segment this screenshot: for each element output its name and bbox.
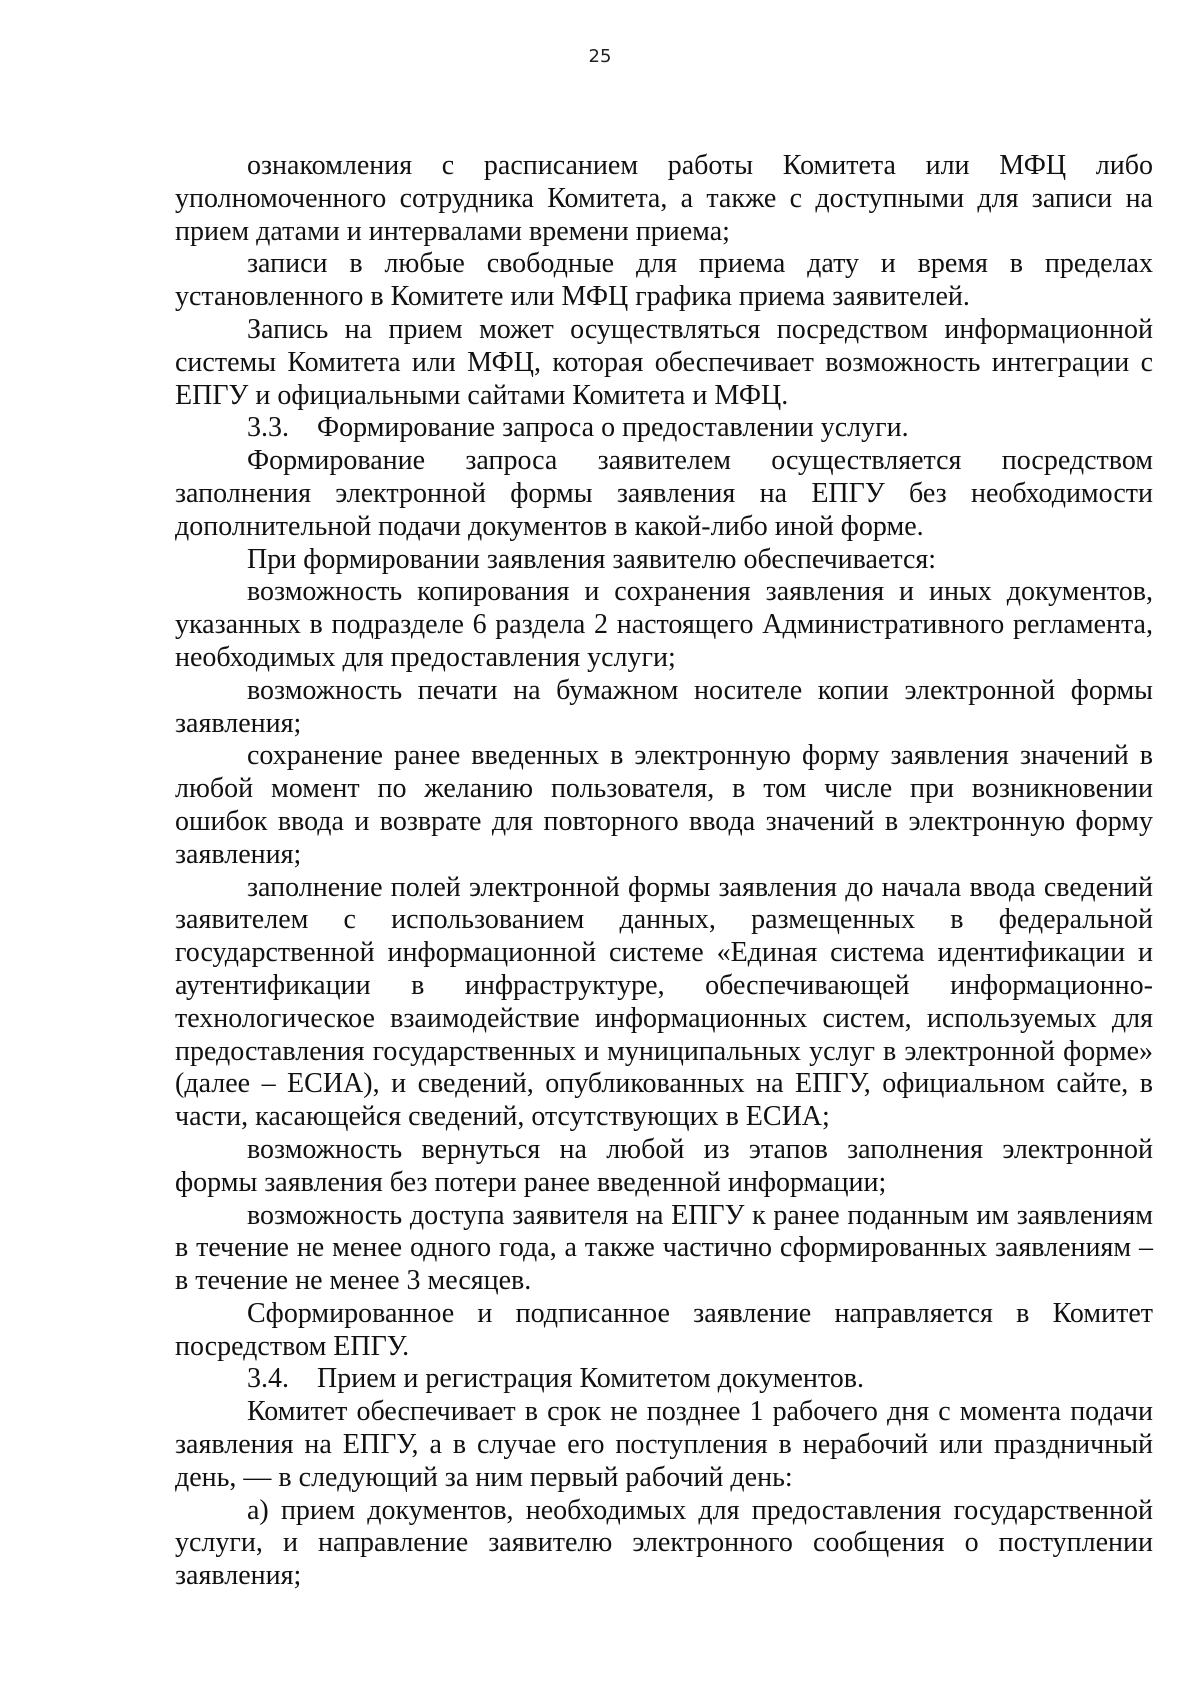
paragraph: При формировании заявления заявителю обеспечивается: (247, 543, 937, 575)
paragraph: возможность печати на бумажном носителе копии электронной формы заявления; (175, 674, 1153, 739)
paragraph: Комитет обеспечивает в срок не позднее 1 рабочего дня с момента подачи заявления на ЕПГУ, а в случае его поступления в нерабочий или праздничный день, — в следующий за ним первый рабочий день: (175, 1396, 1153, 1493)
section-number: 3.4. (247, 1363, 289, 1395)
document-body (175, 150, 1153, 1593)
paragraph: Запись на прием может осуществляться посредством информационной системы Комитета или МФЦ, которая обеспечивает возможность интеграции с ЕПГУ и официальными сайтами Комитета и МФЦ. (175, 313, 1153, 411)
section-title: Прием и регистрация Комитетом документов. (317, 1363, 864, 1395)
section-number: 3.3. (247, 412, 289, 444)
paragraph: записи в любые свободные для приема дату и время в пределах установленного в Комитете или МФЦ графика приема заявителей. (175, 248, 1153, 313)
section-heading-3-4 (175, 1363, 1153, 1396)
paragraph: заполнение полей электронной формы заявления до начала ввода сведений заявителем с использованием данных, размещенных в федеральной государственной информационной системе «Единая система идентификации и аутентификации в инфраструктуре, обеспечивающей информационно-технологическое взаимодействие информационных систем, используемых для предоставления государственных и муниципальных услуг в электронной форме» (далее – ЕСИА), и сведений, опубликованных на ЕПГУ, официальном сайте, в части, касающейся сведений, отсутствующих в ЕСИА; (175, 871, 1153, 1133)
paragraph: Формирование запроса заявителем осуществляется посредством заполнения электронной формы заявления на ЕПГУ без необходимости дополнительной подачи документов в какой-либо иной форме. (175, 445, 1153, 542)
page-number: 25 (588, 46, 612, 67)
paragraph: возможность вернуться на любой из этапов заполнения электронной формы заявления без потери ранее введенной информации; (175, 1133, 1153, 1198)
paragraph: возможность доступа заявителя на ЕПГУ к ранее поданным им заявлениям в течение не менее одного года, а также частично сформированных заявлениям – в течение не менее 3 месяцев. (175, 1199, 1153, 1297)
paragraph: возможность копирования и сохранения заявления и иных документов, указанных в подразделе 6 раздела 2 настоящего Административного регламента, необходимых для предоставления услуги; (175, 576, 1153, 673)
paragraph: сохранение ранее введенных в электронную форму заявления значений в любой момент по желанию пользователя, в том числе при возникновении ошибок ввода и возврате для повторного ввода значений в электронную форму заявления; (175, 740, 1153, 870)
paragraph: ознакомления с расписанием работы Комитета или МФЦ либо уполномоченного сотрудника Комитета, а также с доступными для записи на прием датами и интервалами времени приема; (175, 150, 1153, 247)
section-title: Формирование запроса о предоставлении услуги. (317, 412, 909, 444)
paragraph: а) прием документов, необходимых для предоставления государственной услуги, и направление заявителю электронного сообщения о поступлении заявления; (175, 1494, 1153, 1592)
paragraph: Сформированное и подписанное заявление направляется в Комитет посредством ЕПГУ. (175, 1297, 1153, 1362)
section-heading-3-3 (175, 412, 1153, 445)
